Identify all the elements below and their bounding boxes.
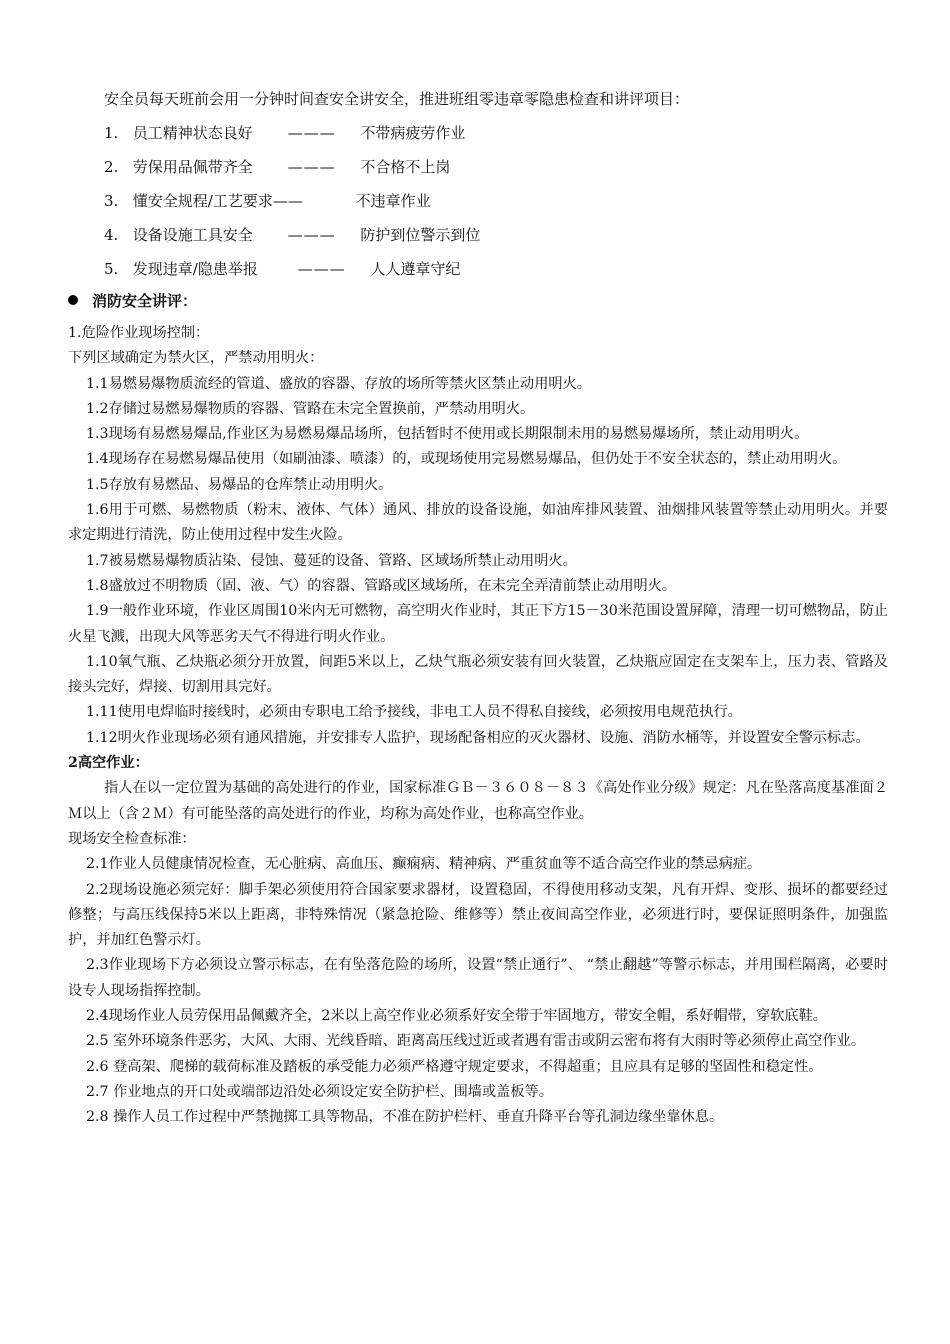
section-heading bbox=[68, 290, 197, 311]
paragraph: 2.6 登高架、爬梯的载荷标准及踏板的承受能力必须严格遵守规定要求，不得超重；且应具有足够的坚固性和稳定性。 bbox=[86, 1058, 823, 1075]
paragraph: 下列区域确定为禁火区，严禁动用明火： bbox=[68, 350, 324, 367]
paragraph: 1.8盛放过不明物质（固、液、气）的容器、管路或区域场所，在未完全弄清前禁止动用明火。 bbox=[86, 577, 677, 594]
paragraph: 1.3现场有易燃易爆品,作业区为易燃易爆品场所，包括暂时不使用或长期限制未用的易燃易爆场所，禁止动用明火。 bbox=[86, 426, 809, 443]
rule-item bbox=[104, 258, 460, 279]
paragraph: 2.2现场设施必须完好：脚手架必须使用符合国家要求器材，设置稳固，不得使用移动支架，凡有开焊、变形、损坏的都要经过修整；与高压线保持5米以上距离，非特殊情况（紧急抢险、维修等）禁止夜间高空作业，必须进行时，要保证照明条件，加强监护，并加红色警示灯。 bbox=[68, 881, 888, 949]
paragraph: 1.5存放有易燃品、易爆品的仓库禁止动用明火。 bbox=[86, 476, 393, 493]
rule-item bbox=[104, 224, 480, 245]
rule-number: 3. bbox=[104, 192, 119, 210]
paragraph: 2.3作业现场下方必须设立警示标志，在有坠落危险的场所，设置“禁止通行”、 “禁止翻越”等警示标志，并用围栏隔离，必要时设专人现场指挥控制。 bbox=[68, 957, 888, 999]
rule-result: 不带病疲劳作业 bbox=[360, 124, 466, 142]
paragraph: 指人在以一定位置为基础的高处进行的作业，国家标准ＧＢ－３６０８－８３《高处作业分级》规定：凡在坠落高度基准面２Ｍ以上（含２Ｍ）有可能坠落的高处进行的作业，均称为高处作业，也称高空作业。 bbox=[68, 780, 888, 822]
rule-dash: ——— bbox=[297, 260, 346, 278]
rule-dash: ——— bbox=[287, 226, 336, 244]
paragraph: 2.7 作业地点的开口处或端部边沿处必须设定安全防护栏、围墙或盖板等。 bbox=[86, 1083, 553, 1100]
rule-number: 2. bbox=[104, 158, 119, 176]
paragraph: 2.1作业人员健康情况检查，无心脏病、高血压、癫痫病、精神病、严重贫血等不适合高空作业的禁忌病症。 bbox=[86, 856, 762, 873]
paragraph: 1.12明火作业现场必须有通风措施，并安排专人监护，现场配备相应的灭火器材、设施、消防水桶等，并设置安全警示标志。 bbox=[86, 729, 870, 746]
paragraph: 1.2存储过易燃易爆物质的容器、管路在未完全置换前，严禁动用明火。 bbox=[86, 400, 535, 417]
paragraph: 现场安全检查标准： bbox=[68, 830, 196, 847]
paragraph: 1.4现场存在易燃易爆品使用（如刷油漆、喷漆）的，或现场使用完易燃易爆品，但仍处于不安全状态的，禁止动用明火。 bbox=[86, 451, 847, 468]
rule-item bbox=[104, 156, 450, 177]
bullet-icon bbox=[68, 295, 78, 305]
rule-number: 1. bbox=[104, 124, 119, 142]
section-title: 消防安全讲评： bbox=[92, 292, 198, 310]
rule-dash: ——— bbox=[287, 124, 336, 142]
content-body bbox=[68, 321, 888, 1131]
rule-result: 不合格不上岗 bbox=[360, 158, 451, 176]
paragraph: 1.7被易燃易爆物质沾染、侵蚀、蔓延的设备、管路、区域场所禁止动用明火。 bbox=[86, 552, 577, 569]
rule-text: 懂安全规程/工艺要求—— bbox=[132, 192, 303, 210]
paragraph: 1.9一般作业环境，作业区周围10米内无可燃物，高空明火作业时，其正下方15－30米范围设置屏障，清理一切可燃物品，防止火星飞溅，出现大风等恶劣天气不得进行明火作业。 bbox=[68, 603, 888, 645]
paragraph: 1.危险作业现场控制： bbox=[68, 325, 210, 341]
rule-text: 劳保用品佩带齐全 bbox=[132, 158, 253, 176]
paragraph: 2.5 室外环境条件恶劣，大风、大雨、光线昏暗、距离高压线过近或者遇有雷击或阴云密布将有大雨时等必须停止高空作业。 bbox=[86, 1033, 866, 1050]
rule-number: 5. bbox=[104, 260, 119, 278]
paragraph: 2.8 操作人员工作过程中严禁抛掷工具等物品，不准在防护栏杆、垂直升降平台等孔洞边缘坐靠休息。 bbox=[86, 1109, 724, 1126]
rule-result: 不违章作业 bbox=[355, 192, 431, 210]
rule-dash: ——— bbox=[287, 158, 336, 176]
paragraph: 2.4现场作业人员劳保用品佩戴齐全，2米以上高空作业必须系好安全带于牢固地方，带安全帽，系好帽带，穿软底鞋。 bbox=[86, 1008, 827, 1025]
paragraph: 1.1易燃易爆物质流经的管道、盛放的容器、存放的场所等禁火区禁止动用明火。 bbox=[86, 375, 591, 392]
rule-result: 人人遵章守纪 bbox=[370, 260, 461, 278]
intro-text: 安全员每天班前会用一分钟时间查安全讲安全，推进班组零违章零隐患检查和讲评项目： bbox=[104, 90, 690, 108]
subsection-heading: 2高空作业： bbox=[68, 755, 149, 772]
rule-item bbox=[104, 190, 431, 211]
paragraph: 1.10氧气瓶、乙炔瓶必须分开放置，间距5米以上，乙炔气瓶必须安装有回火装置，乙炔瓶应固定在支架车上，压力表、管路及接头完好，焊接、切割用具完好。 bbox=[68, 653, 888, 696]
rule-number: 4. bbox=[104, 226, 119, 244]
paragraph: 1.6用于可燃、易燃物质（粉末、液体、气体）通风、排放的设备设施，如油库排风装置、油烟排风装置等禁止动用明火。并要求定期进行清洗，防止使用过程中发生火险。 bbox=[68, 502, 888, 544]
rule-text: 设备设施工具安全 bbox=[132, 226, 253, 244]
rule-text: 发现违章/隐患举报 bbox=[132, 260, 258, 278]
rule-item bbox=[104, 122, 465, 143]
paragraph: 1.11使用电焊临时接线时，必须由专职电工给予接线，非电工人员不得私自接线，必须按用电规范执行。 bbox=[86, 704, 742, 721]
rule-result: 防护到位警示到位 bbox=[360, 226, 481, 244]
rule-text: 员工精神状态良好 bbox=[132, 124, 253, 142]
